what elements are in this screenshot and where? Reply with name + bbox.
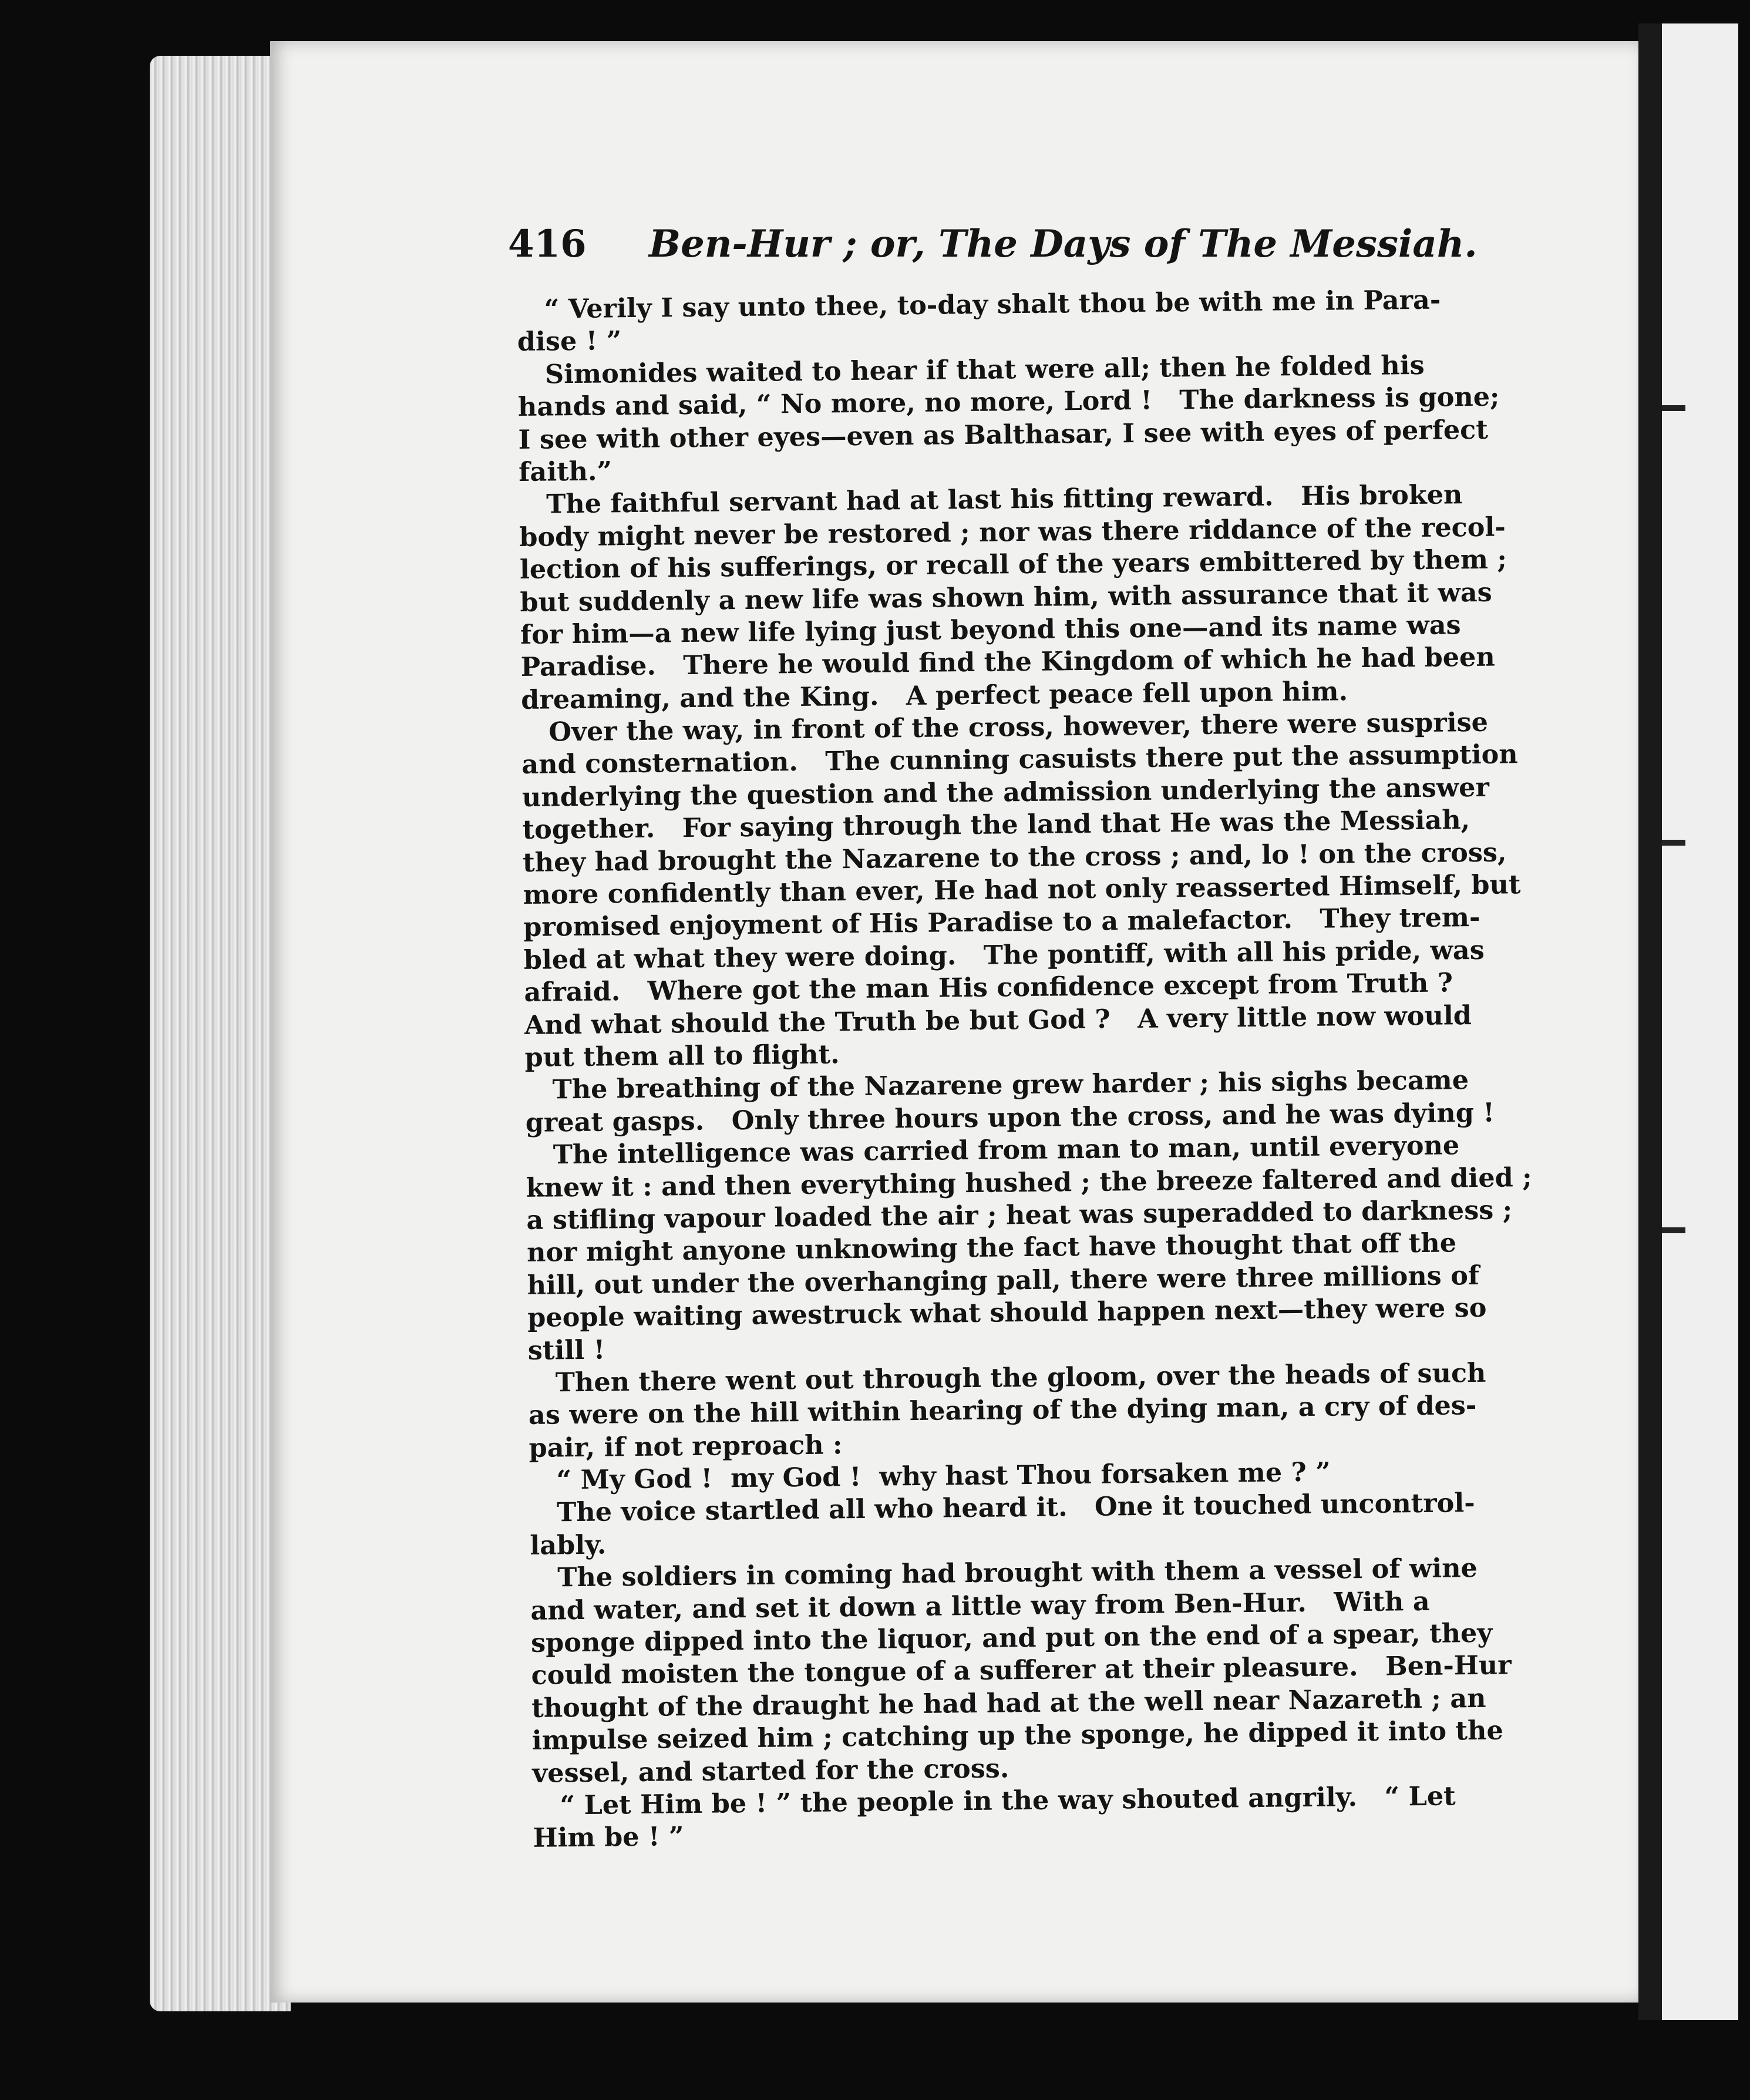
running-title: Ben-Hur ; or, The Days of The Messiah. [649,222,1478,266]
text-line: sponge dipped into the liquor, and put on the end of a spear, they [530,1617,1493,1658]
text-line: dreaming, and the King. A perfect peace fell upon him. [520,675,1348,715]
text-line: hill, out under the overhanging pall, there were three millions of [527,1260,1480,1301]
text-line: impulse seized him ; catching up the sponge, he dipped it into the [531,1715,1504,1756]
text-line: underlying the question and the admission underlying the answer [521,772,1490,813]
text-line: a stifling vapour loaded the air ; heat was superadded to darkness ; [526,1194,1513,1236]
text-line: Simonides waited to hear if that were all; then he folded his [517,349,1425,390]
text-line: they had brought the Nazarene to the cross ; and, lo ! on the cross, [522,837,1507,878]
text-line: And what should the Truth be but God ? A very little now would [524,999,1472,1041]
text-line: The faithful servant had at last his fitting reward. His broken [519,479,1463,520]
text-line: afraid. Where got the man His confidence except from Truth ? [524,967,1453,1008]
text-line: but suddenly a new life was shown him, with assurance that it was [520,577,1492,618]
text-line: The soldiers in coming had brought with them a vessel of wine [530,1553,1478,1594]
page-edge-mark [1662,1227,1685,1233]
text-line: dise ! ” [517,325,622,358]
text-line: lably. [530,1529,607,1561]
text-line: vessel, and started for the cross. [532,1752,1009,1789]
text-line: faith.” [518,456,612,487]
text-line: body might never be restored ; nor was there riddance of the recol- [519,511,1506,553]
text-line: The voice startled all who heard it. One it touched uncontrol- [529,1488,1475,1529]
text-line: Him be ! ” [533,1821,684,1854]
text-line: nor might anyone unknowing the fact have thought that off the [526,1227,1457,1268]
text-line: hands and said, “ No more, no more, Lord ! The darkness is gone; [517,381,1500,423]
text-line: Then there went out through the gloom, over the heads of such [528,1357,1486,1398]
running-header [508,222,1478,266]
text-line: lection of his sufferings, or recall of the years embittered by them ; [519,544,1507,585]
text-line: knew it : and then everything hushed ; the breeze faltered and died ; [526,1162,1532,1203]
adjacent-page [1662,23,1738,2020]
text-line: put them all to flight. [524,1039,840,1073]
page-edge-mark [1662,840,1685,846]
text-line: more confidently than ever, He had not only reasserted Himself, but [523,869,1521,910]
text-line: still ! [527,1334,605,1366]
text-line: bled at what they were doing. The pontiff, with all his pride, was [523,934,1485,975]
text-line: together. For saying through the land that He was the Messiah, [522,805,1470,846]
text-line: could moisten the tongue of a sufferer at their pleasure. Ben-Hur [531,1650,1512,1691]
text-line: and consternation. The cunning casuists there put the assumption [521,739,1518,780]
text-line: for him—a new life lying just beyond this one—and its name was [520,610,1461,650]
text-line: people waiting awestruck what should happen next—they were so [527,1292,1487,1334]
text-line: promised enjoyment of His Paradise to a malefactor. They trem- [523,902,1480,943]
text-line: as were on the hill within hearing of the dying man, a cry of des- [528,1390,1477,1431]
gutter-shadow [1638,23,1662,2020]
text-line: great gasps. Only three hours upon the cross, and he was dying ! [525,1097,1495,1138]
text-line: I see with other eyes—even as Balthasar, I see with eyes of perfect [518,414,1489,455]
text-line: “ Verily I say unto thee, to-day shalt thou be with me in Para- [517,284,1441,325]
text-line: pair, if not reproach : [529,1429,843,1463]
page-number: 416 [508,222,587,266]
page-edge-mark [1662,405,1685,411]
book-page-edges [150,56,291,2011]
text-line: The intelligence was carried from man to man, until everyone [526,1130,1460,1171]
text-line: and water, and set it down a little way from Ben-Hur. With a [530,1586,1430,1626]
text-line: “ My God ! my God ! why hast Thou forsaken me ? ” [529,1456,1331,1496]
text-line: thought of the draught he had had at the well near Nazareth ; an [531,1682,1486,1724]
text-line: “ Let Him be ! ” the people in the way shouted angrily. “ Let [532,1781,1456,1821]
text-line: Over the way, in front of the cross, however, there were susprise [521,706,1489,748]
body-text [517,284,1532,1855]
text-line: Paradise. There he would find the Kingdom of which he had been [520,641,1495,683]
text-line: The breathing of the Nazarene grew harder ; his sighs became [524,1065,1469,1106]
